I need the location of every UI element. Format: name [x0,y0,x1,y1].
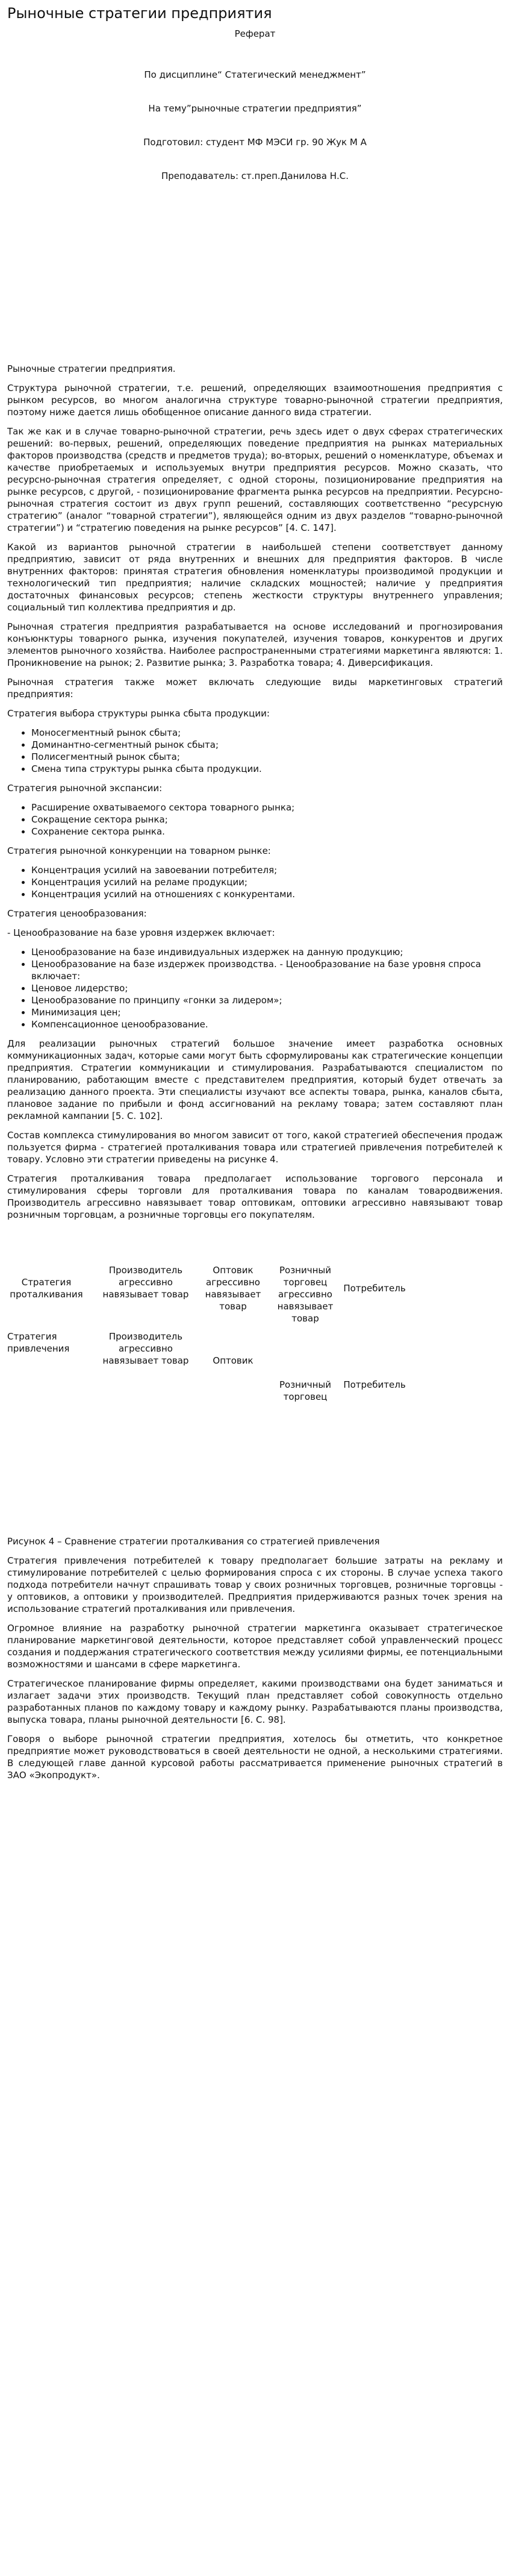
list-item: • Полисегментный рынок сбыта; [31,751,503,763]
list-item: • Ценовое лидерство; [31,982,503,994]
paragraph: Какой из вариантов рыночной стратегии в наибольшей степени соответствует данному предприятию, зависит от ряда внутренних и внешних для предприятия факторов. В числе внутренних факторов: принятая стратегия обновления номенклатуры производимой продукции и технологический тип предприятия; наличие складских мощностей; наличие у предприятия достаточных финансовых ресурсов; степень жесткости структуры внутреннего управления; социальный тип коллектива предприятия и др. [7,542,503,613]
author-line: Подготовил: студент МФ МЭСИ гр. 90 Жук М А [143,137,367,148]
strategy-scheme [7,1228,503,1409]
list-item: • Минимизация цен; [31,1006,503,1018]
list-item: • Концентрация усилий на завоевании потребителя; [31,864,503,876]
paragraph: Говоря о выборе рыночной стратегии предприятия, хотелось бы отметить, что конкретное предприятие может руководствоваться в своей деятельности не одной, а несколькими стратегиями. В следующей главе данной курсовой работы рассматривается применение рыночных стратегий в ЗАО «Экопродукт». [7,1734,503,1781]
list-item: • Доминантно-сегментный рынок сбыта; [31,739,503,751]
push-producer-cell: Производитель агрессивно навязывает товар [102,1265,189,1300]
pull-producer-cell: Производитель агрессивно навязывает товар [102,1331,189,1366]
teacher-line: Преподаватель: ст.преп.Данилова Н.С. [161,171,349,181]
document-title: Рыночные стратегии предприятия [7,5,272,22]
list-item: • Компенсационное ценообразование. [31,1018,503,1030]
list-item: • Сохранение сектора рынка. [31,826,503,838]
push-retailer-cell: Розничный торговец агрессивно навязывает товар [277,1265,334,1324]
topic-line: На тему”рыночные стратегии предприятия” [148,103,362,114]
list-item: • Моносегментный рынок сбыта; [31,727,503,739]
pull-consumer-cell: Потребитель [343,1379,406,1390]
list-item: • Сокращение сектора рынка; [31,813,503,826]
discipline-line: По дисциплине“ Статегический менеджмент” [144,69,366,80]
bullet-list [7,801,503,838]
paragraph: Структура рыночной стратегии, т.е. решений, определяющих взаимоотношения предприятия с рынком ресурсов, во многом аналогична структуре товарно-рыночной стратегии предприятия, поэтому ниже дается лишь обобщенное описание данного вида стратегии. [7,383,503,418]
work-type: Реферат [234,28,276,39]
bullet-list [7,727,503,775]
paragraph: Рыночная стратегия предприятия разрабатывается на основе исследований и прогнозирования конъюнктуры товарного рынка, изучения покупателей, изучения товаров, конкурентов и других элементов рыночного хозяйства. Наиболее распространенными стратегиями маркетинга являются: 1. Проникновение на рынок; 2. Развитие рынка; 3. Разработка товара; 4. Диверсификация. [7,621,503,668]
list-title: Стратегия рыночной конкуренции на товарном рынке: [7,845,271,856]
bullet-list [7,946,503,1030]
section-heading: Рыночные стратегии предприятия. [7,363,176,374]
list-item: • Концентрация усилий на отношениях с конкурентами. [31,888,503,900]
paragraph: Стратегия проталкивания товара предполагает использование торгового персонала и стимулирования сферы торговли для проталкивания товара по каналам товародвижения. Производитель агрессивно навязывает товар оптовикам, оптовики агрессивно навязывают товар розничным торговцам, а розничные торговцы его покупателям. [7,1173,503,1220]
list-item: • Расширение охватываемого сектора товарного рынка; [31,801,503,813]
bullet-list [7,864,503,900]
push-strategy-label: Стратегия проталкивания [10,1277,83,1300]
list-item: • Ценообразование на базе издержек производства. - Ценообразование на базе уровня спроса включает: [31,958,503,982]
push-consumer-cell: Потребитель [343,1283,406,1294]
list-title: Стратегия рыночной экспансии: [7,783,163,794]
paragraph: Так же как и в случае товарно-рыночной стратегии, речь здесь идет о двух сферах стратегических решений: во-первых, решений, определяющих поведение предприятия на рынках материальных факторов производства (средств и предметов труда); во-вторых, решений о номенклатуре, объемах и качестве приобретаемых и используемых внутри предприятия ресурсов. Можно сказать, что ресурсно-рыночная стратегия определяет, с одной стороны, позиционирование предприятия на рынке ресурсов, с другой, - позиционирование фрагмента рынка ресурсов на предприятии. Ресурсно-рыночная стратегия состоит из двух групп решений, составляющих соответственно “ресурсную стратегию” (аналог “товарной стратегии”), являющейся одним из двух разделов “товарно-рыночной стратегии”) и “стратегию поведения на рынке ресурсов” [4. С. 147]. [7,426,503,533]
list-item: • Ценообразование на базе индивидуальных издержек на данную продукцию; [31,946,503,958]
pull-retailer-cell: Розничный торговец [279,1379,331,1402]
paragraph: Для реализации рыночных стратегий большое значение имеет разработка основных коммуникационных задач, которые сами могут быть сформулированы как стратегические концепции предприятия. Стратегии коммуникации и стимулирования. Разрабатываются специалистом по планированию, работающим вместе с представителем предприятия, который будет отвечать за реализацию данного проекта. Эти специалисты изучают все аспекты товара, рынка, каналов сбыта, плановое задание по прибыли и фонд ассигнований на рекламу товара; затем составляют план рекламной кампании [5. С. 102]. [7,1038,503,1121]
paragraph: Состав комплекса стимулирования во многом зависит от того, какой стратегией обеспечения продаж пользуется фирма - стратегией проталкивания товара или стратегией привлечения потребителей к товару. Условно эти стратегии приведены на рисунке 4. [7,1130,503,1165]
pull-wholesaler-cell: Оптовик [213,1355,253,1366]
paragraph: Рыночная стратегия также может включать следующие виды маркетинговых стратегий предприятия: [7,677,503,700]
list-item: • Ценообразование по принципу «гонки за лидером»; [31,994,503,1006]
paragraph: Стратегическое планирование фирмы определяет, какими производствами она будет заниматься и излагает задачи этих производств. Текущий план представляет собой совокупность отдельно разработанных планов по каждому товару и каждому рынку. Разрабатываются планы производства, выпуска товара, планы рыночной деятельности [6. С. 98]. [7,1678,503,1725]
figure-caption: Рисунок 4 – Сравнение стратегии проталкивания со стратегией привлечения [7,1536,380,1547]
pull-strategy-label: Стратегия привлечения [7,1331,70,1354]
paragraph: Огромное влияние на разработку рыночной стратегии маркетинга оказывает стратегическое планирование маркетинговой деятельности, которое представляет собой управленческий процесс создания и поддержания стратегического соответствия между усилиями фирмы, ее потенциальными возможностями и шансами в сфере маркетинга. [7,1623,503,1670]
paragraph: Стратегия привлечения потребителей к товару предполагает большие затраты на рекламу и стимулирование потребителей с целью формирования спроса с их стороны. В случае успеха такого подхода потребители начнут спрашивать товар у своих розничных торговцев, розничные торговцы - у оптовиков, а оптовики у производителей. Предприятия придерживаются разных точек зрения на использование стратегий проталкивания или привлечения. [7,1555,503,1614]
list-subtitle: - Ценообразование на базе уровня издержек включает: [7,927,275,938]
list-item: • Смена типа структуры рынка сбыта продукции. [31,763,503,775]
document-page [0,5,510,1813]
list-title: Стратегия ценообразования: [7,908,147,919]
list-title: Стратегия выбора структуры рынка сбыта продукции: [7,708,270,719]
list-item: • Концентрация усилий на реламе продукции; [31,876,503,888]
push-wholesaler-cell: Оптовик агрессивно навязывает товар [205,1265,261,1312]
